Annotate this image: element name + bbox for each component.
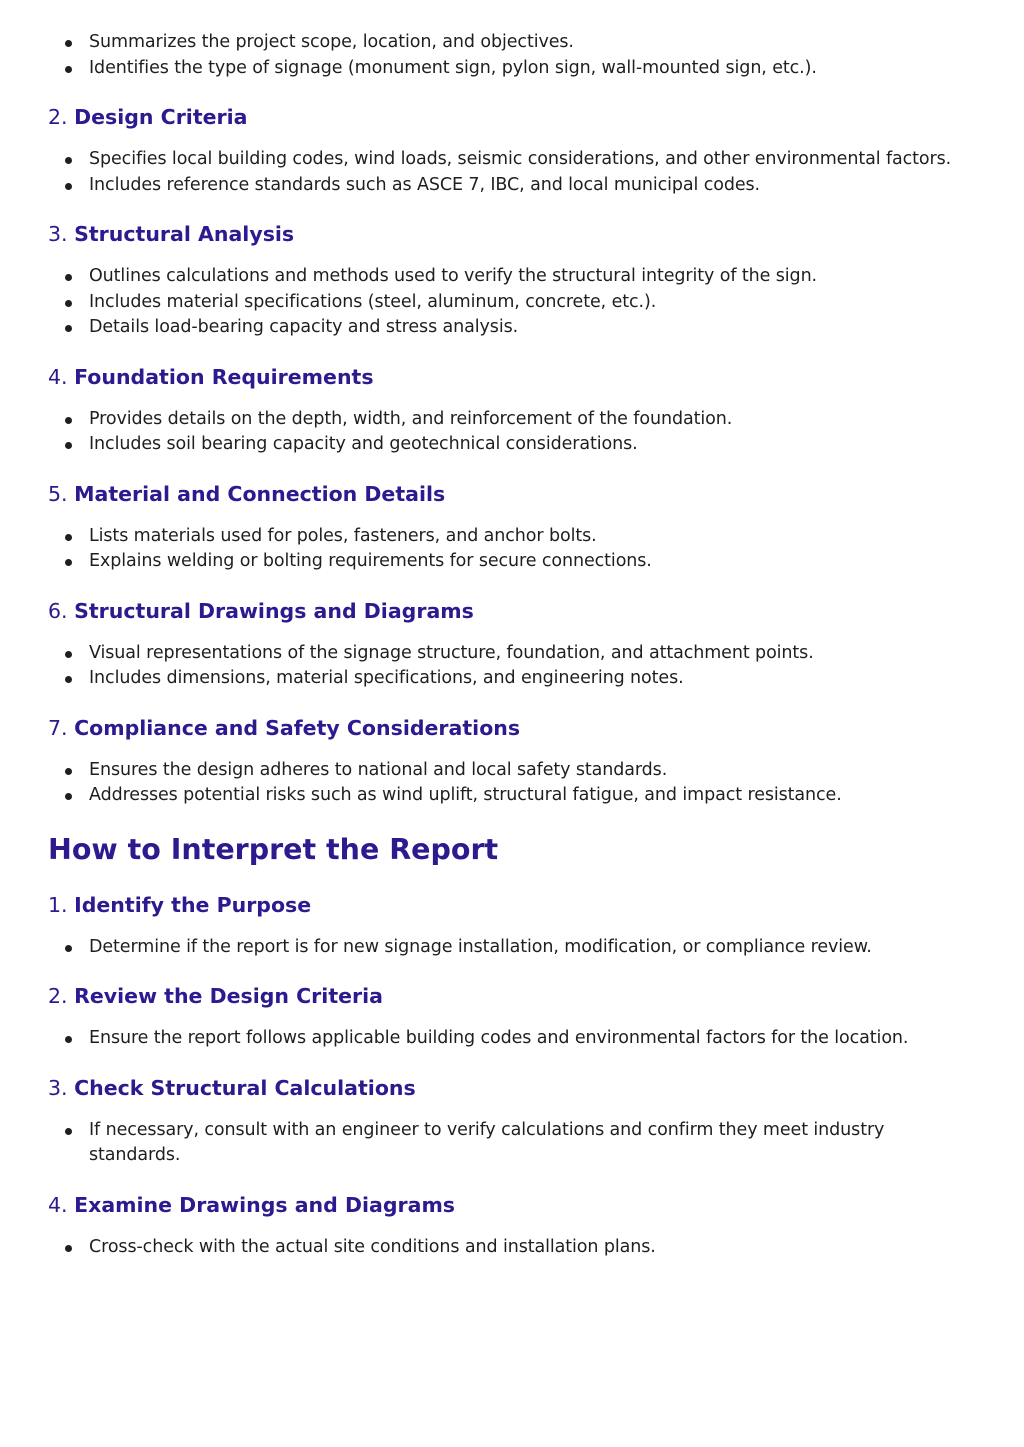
bullet-text: Determine if the report is for new signage installation, modification, or compliance review. xyxy=(89,936,872,957)
section-heading xyxy=(48,891,960,919)
bullet-text: Provides details on the depth, width, and reinforcement of the foundation. xyxy=(89,408,733,429)
section-heading xyxy=(48,363,960,391)
bullet-dot-icon xyxy=(65,40,72,47)
list-item xyxy=(89,432,960,458)
bullet-text: Ensure the report follows applicable building codes and environmental factors for the location. xyxy=(89,1028,909,1048)
bullet-dot-icon xyxy=(65,442,72,449)
section-heading xyxy=(48,714,960,742)
list-item xyxy=(89,290,960,316)
bullet-dot-icon xyxy=(65,676,72,683)
list-item xyxy=(89,1118,960,1169)
section-review-design-criteria xyxy=(48,982,960,1052)
bullet-text: Identifies the type of signage (monument sign, pylon sign, wall-mounted sign, etc.). xyxy=(89,57,817,78)
list-item xyxy=(89,407,960,433)
bullet-text: Summarizes the project scope, location, and objectives. xyxy=(89,32,574,52)
section-title: Identify the Purpose xyxy=(74,892,312,917)
section-heading xyxy=(48,103,960,131)
bullet-list xyxy=(48,1118,960,1169)
section-heading xyxy=(48,220,960,248)
section-title: Examine Drawings and Diagrams xyxy=(74,1192,456,1217)
bullet-text: Visual representations of the signage structure, foundation, and attachment points. xyxy=(89,642,814,663)
bullet-dot-icon xyxy=(65,1036,72,1043)
section-title: Foundation Requirements xyxy=(74,364,374,389)
list-item xyxy=(89,173,960,199)
bullet-text: Lists materials used for poles, fasteners, and anchor bolts. xyxy=(89,525,597,546)
section-title: Compliance and Safety Considerations xyxy=(74,715,521,740)
bullet-dot-icon xyxy=(65,945,72,952)
bullet-dot-icon xyxy=(65,534,72,541)
bullet-dot-icon xyxy=(65,325,72,332)
list-item xyxy=(89,524,960,550)
bullet-text: Specifies local building codes, wind loads, seismic considerations, and other environmental factors. xyxy=(89,149,952,169)
section-number: 4. xyxy=(48,364,68,389)
section-structural-analysis xyxy=(48,220,960,341)
section-number: 5. xyxy=(48,481,68,506)
bullet-dot-icon xyxy=(65,66,72,73)
bullet-dot-icon xyxy=(65,274,72,281)
bullet-list xyxy=(48,641,960,692)
section-title: Review the Design Criteria xyxy=(74,984,383,1008)
section-heading xyxy=(48,1191,960,1219)
bullet-dot-icon xyxy=(65,768,72,775)
section-foundation-requirements xyxy=(48,363,960,458)
bullet-list xyxy=(48,935,960,961)
section-identify-purpose xyxy=(48,891,960,961)
list-item xyxy=(89,666,960,692)
section-number: 3. xyxy=(48,222,68,246)
bullet-dot-icon xyxy=(65,1245,72,1252)
major-heading: How to Interpret the Report xyxy=(48,832,499,866)
section-heading xyxy=(48,597,960,625)
section-compliance-safety xyxy=(48,714,960,809)
list-item xyxy=(89,315,960,341)
section-material-connection-details xyxy=(48,480,960,575)
bullet-dot-icon xyxy=(65,417,72,424)
list-item xyxy=(89,30,960,56)
list-item xyxy=(89,641,960,667)
section-number: 3. xyxy=(48,1075,68,1100)
bullet-text: If necessary, consult with an engineer to verify calculations and confirm they meet industry standards. xyxy=(89,1119,885,1165)
section-number: 6. xyxy=(48,598,68,623)
bullet-text: Outlines calculations and methods used to verify the structural integrity of the sign. xyxy=(89,266,818,286)
section-number: 1. xyxy=(48,892,68,917)
bullet-text: Includes soil bearing capacity and geotechnical considerations. xyxy=(89,434,638,454)
bullet-dot-icon xyxy=(65,183,72,190)
bullet-dot-icon xyxy=(65,1128,72,1135)
list-item xyxy=(89,1235,960,1261)
section-title: Design Criteria xyxy=(74,105,248,129)
bullet-text: Cross-check with the actual site conditions and installation plans. xyxy=(89,1236,656,1257)
section-number: 4. xyxy=(48,1192,68,1217)
section-title: Material and Connection Details xyxy=(74,481,446,506)
bullet-list xyxy=(48,264,960,341)
bullet-dot-icon xyxy=(65,793,72,800)
section-heading xyxy=(48,1074,960,1102)
list-item xyxy=(89,549,960,575)
bullet-text: Details load-bearing capacity and stress analysis. xyxy=(89,317,519,337)
section-check-calculations xyxy=(48,1074,960,1169)
intro-bullet-list xyxy=(48,30,960,81)
bullet-dot-icon xyxy=(65,559,72,566)
bullet-dot-icon xyxy=(65,157,72,164)
list-item xyxy=(89,758,960,784)
bullet-text: Includes dimensions, material specifications, and engineering notes. xyxy=(89,668,684,688)
bullet-list xyxy=(48,524,960,575)
section-title: Check Structural Calculations xyxy=(74,1075,416,1100)
bullet-text: Includes reference standards such as ASCE 7, IBC, and local municipal codes. xyxy=(89,174,761,195)
list-item xyxy=(89,1026,960,1052)
section-number: 2. xyxy=(48,105,68,129)
section-number: 7. xyxy=(48,715,68,740)
bullet-text: Explains welding or bolting requirements for secure connections. xyxy=(89,551,652,571)
bullet-list xyxy=(48,758,960,809)
bullet-list xyxy=(48,1235,960,1261)
bullet-list xyxy=(48,407,960,458)
list-item xyxy=(89,147,960,173)
list-item xyxy=(89,56,960,82)
section-number: 2. xyxy=(48,984,68,1008)
section-examine-drawings xyxy=(48,1191,960,1261)
section-design-criteria xyxy=(48,103,960,198)
list-item xyxy=(89,264,960,290)
section-title: Structural Drawings and Diagrams xyxy=(74,598,474,623)
bullet-list xyxy=(48,1026,960,1052)
bullet-text: Addresses potential risks such as wind uplift, structural fatigue, and impact resistance. xyxy=(89,785,842,805)
list-item xyxy=(89,935,960,961)
bullet-text: Ensures the design adheres to national and local safety standards. xyxy=(89,759,668,780)
section-structural-drawings xyxy=(48,597,960,692)
bullet-list xyxy=(48,147,960,198)
section-heading xyxy=(48,480,960,508)
list-item xyxy=(89,783,960,809)
bullet-text: Includes material specifications (steel, aluminum, concrete, etc.). xyxy=(89,291,657,312)
bullet-dot-icon xyxy=(65,300,72,307)
section-title: Structural Analysis xyxy=(74,222,295,246)
bullet-dot-icon xyxy=(65,651,72,658)
section-heading xyxy=(48,982,960,1010)
